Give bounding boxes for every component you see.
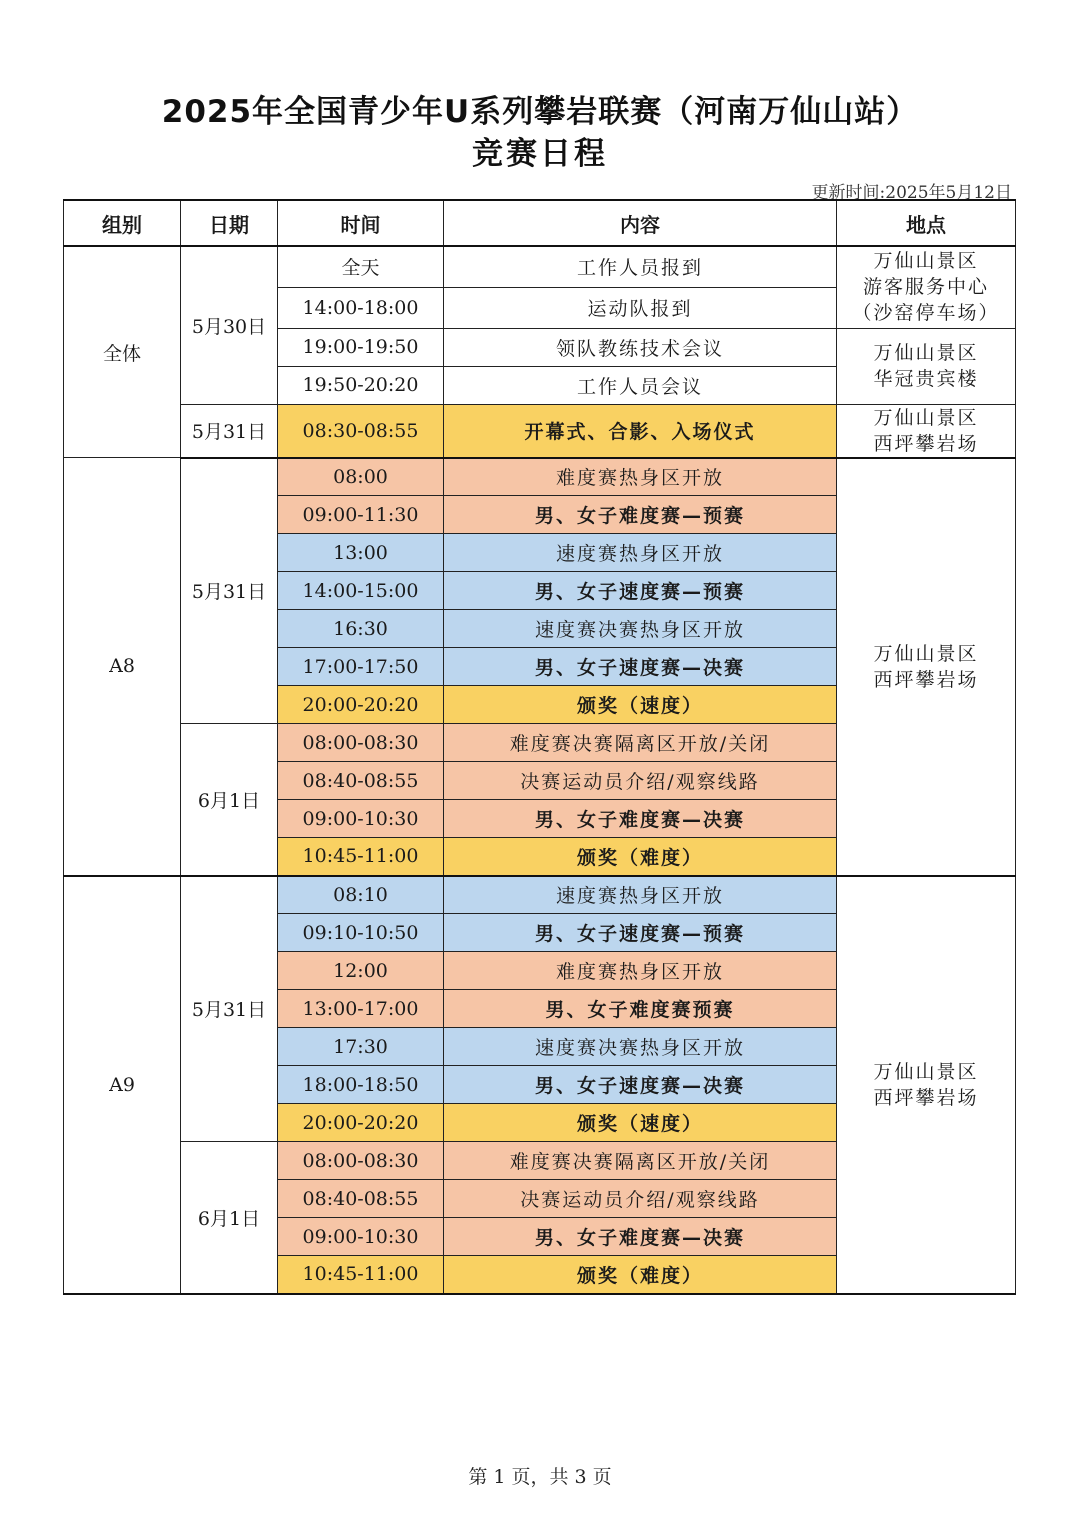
time-cell: 09:10-10:50 xyxy=(278,914,444,952)
content-cell: 男、女子速度赛—预赛 xyxy=(444,572,837,610)
location-line: 西坪攀岩场 xyxy=(873,1086,979,1109)
time-cell: 10:45-11:00 xyxy=(278,838,444,876)
time-cell: 09:00-11:30 xyxy=(278,496,444,534)
date-cell: 5月30日 xyxy=(181,246,278,404)
time-cell: 17:30 xyxy=(278,1028,444,1066)
content-cell: 决赛运动员介绍/观察线路 xyxy=(444,762,837,800)
content-cell: 男、女子速度赛—预赛 xyxy=(444,914,837,952)
header-time: 时间 xyxy=(278,200,444,246)
table-header-row xyxy=(64,200,1016,246)
time-cell: 09:00-10:30 xyxy=(278,800,444,838)
location-cell xyxy=(837,246,1016,328)
location-line: 华冠贵宾楼 xyxy=(873,368,979,390)
schedule-table xyxy=(63,199,1016,1295)
time-cell: 08:10 xyxy=(278,876,444,914)
location-cell xyxy=(837,876,1016,1294)
content-cell: 男、女子难度赛—决赛 xyxy=(444,800,837,838)
time-cell: 08:40-08:55 xyxy=(278,1180,444,1218)
content-cell: 领队教练技术会议 xyxy=(444,328,837,366)
date-cell: 5月31日 xyxy=(181,404,278,458)
updated-time: 更新时间:2025年5月12日 xyxy=(811,183,1012,203)
content-cell: 男、女子速度赛—决赛 xyxy=(444,1066,837,1104)
location-cell xyxy=(837,404,1016,458)
time-cell: 16:30 xyxy=(278,610,444,648)
content-cell: 速度赛热身区开放 xyxy=(444,876,837,914)
time-cell: 20:00-20:20 xyxy=(278,686,444,724)
time-cell: 17:00-17:50 xyxy=(278,648,444,686)
group-cell: A9 xyxy=(64,876,181,1294)
location-cell xyxy=(837,328,1016,404)
content-cell: 开幕式、合影、入场仪式 xyxy=(444,404,837,458)
content-cell: 男、女子速度赛—决赛 xyxy=(444,648,837,686)
location-line: 西坪攀岩场 xyxy=(873,668,979,691)
location-line: 万仙山景区 xyxy=(873,406,979,429)
content-cell: 颁奖（速度） xyxy=(444,686,837,724)
time-cell: 19:50-20:20 xyxy=(278,366,444,404)
date-cell: 6月1日 xyxy=(181,724,278,876)
location-line: 万仙山景区 xyxy=(873,250,979,273)
content-cell: 难度赛热身区开放 xyxy=(444,458,837,496)
content-cell: 颁奖（难度） xyxy=(444,838,837,876)
group-cell: A8 xyxy=(64,458,181,876)
location-line: 万仙山景区 xyxy=(873,1060,979,1083)
table-row xyxy=(64,876,1016,914)
content-cell: 男、女子难度赛预赛 xyxy=(444,990,837,1028)
content-cell: 速度赛热身区开放 xyxy=(444,534,837,572)
table-row xyxy=(64,458,1016,496)
time-cell: 20:00-20:20 xyxy=(278,1104,444,1142)
time-cell: 08:00 xyxy=(278,458,444,496)
table-row xyxy=(64,246,1016,287)
header-group: 组别 xyxy=(64,200,181,246)
content-cell: 决赛运动员介绍/观察线路 xyxy=(444,1180,837,1218)
time-cell: 08:00-08:30 xyxy=(278,724,444,762)
time-cell: 19:00-19:50 xyxy=(278,328,444,366)
time-cell: 18:00-18:50 xyxy=(278,1066,444,1104)
table-row xyxy=(64,404,1016,458)
page-footer: 第 1 页，共 3 页 xyxy=(468,1466,612,1488)
location-line: 万仙山景区 xyxy=(873,642,979,665)
group-cell: 全体 xyxy=(64,246,181,458)
content-cell: 运动队报到 xyxy=(444,287,837,328)
date-cell: 5月31日 xyxy=(181,458,278,724)
time-cell: 08:40-08:55 xyxy=(278,762,444,800)
content-cell: 男、女子难度赛—决赛 xyxy=(444,1218,837,1256)
date-cell: 6月1日 xyxy=(181,1142,278,1294)
location-line: 万仙山景区 xyxy=(873,342,979,364)
page-subtitle: 竞赛日程 xyxy=(472,136,608,172)
time-cell: 12:00 xyxy=(278,952,444,990)
content-cell: 速度赛决赛热身区开放 xyxy=(444,610,837,648)
time-cell: 全天 xyxy=(278,246,444,287)
location-line: 游客服务中心 xyxy=(862,276,989,299)
content-cell: 男、女子难度赛—预赛 xyxy=(444,496,837,534)
time-cell: 10:45-11:00 xyxy=(278,1256,444,1294)
time-cell: 08:00-08:30 xyxy=(278,1142,444,1180)
content-cell: 难度赛决赛隔离区开放/关闭 xyxy=(444,1142,837,1180)
time-cell: 08:30-08:55 xyxy=(278,404,444,458)
content-cell: 颁奖（速度） xyxy=(444,1104,837,1142)
content-cell: 工作人员会议 xyxy=(444,366,837,404)
content-cell: 难度赛热身区开放 xyxy=(444,952,837,990)
time-cell: 14:00-15:00 xyxy=(278,572,444,610)
content-cell: 难度赛决赛隔离区开放/关闭 xyxy=(444,724,837,762)
header-date: 日期 xyxy=(181,200,278,246)
time-cell: 14:00-18:00 xyxy=(278,287,444,328)
content-cell: 工作人员报到 xyxy=(444,246,837,287)
time-cell: 13:00-17:00 xyxy=(278,990,444,1028)
time-cell: 13:00 xyxy=(278,534,444,572)
location-line: 西坪攀岩场 xyxy=(873,432,979,455)
header-location: 地点 xyxy=(837,200,1016,246)
date-cell: 5月31日 xyxy=(181,876,278,1142)
header-content: 内容 xyxy=(444,200,837,246)
content-cell: 颁奖（难度） xyxy=(444,1256,837,1294)
page-title: 2025年全国青少年U系列攀岩联赛（河南万仙山站） xyxy=(161,94,919,130)
time-cell: 09:00-10:30 xyxy=(278,1218,444,1256)
location-cell xyxy=(837,458,1016,876)
location-line: （沙窑停车场） xyxy=(852,302,1000,325)
content-cell: 速度赛决赛热身区开放 xyxy=(444,1028,837,1066)
